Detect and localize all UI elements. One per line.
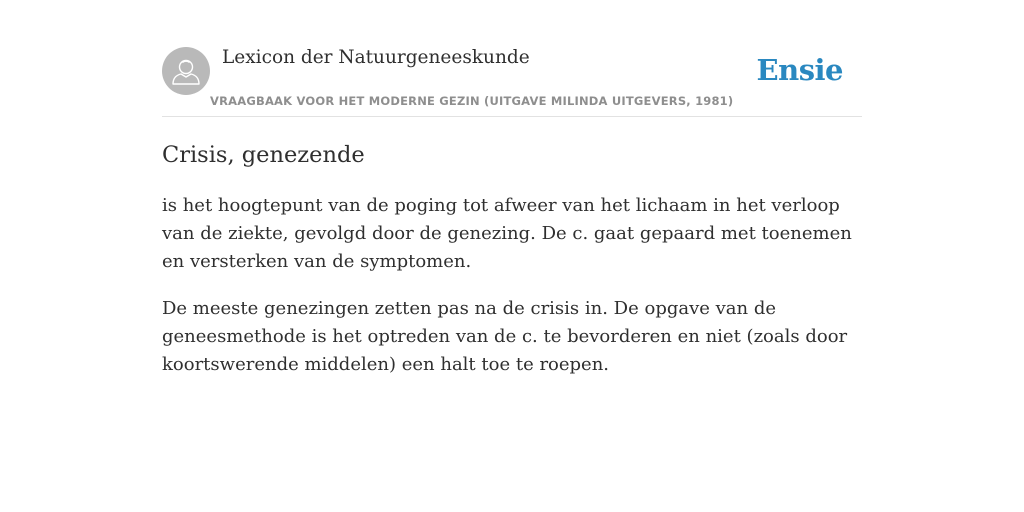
book-header [162, 46, 862, 117]
brand-logo[interactable]: Ensie [756, 53, 843, 87]
avatar[interactable] [162, 47, 210, 95]
entry-paragraph: is het hoogtepunt van de poging tot afweer van het lichaam in het verloop van de ziekte, gevolgd door de genezing. De c. gaat gepaard met toenemen en versterken van de symptomen. [162, 195, 852, 272]
book-subtitle: VRAAGBAAK VOOR HET MODERNE GEZIN (UITGAVE MILINDA UITGEVERS, 1981) [210, 94, 734, 108]
book-title[interactable]: Lexicon der Natuurgeneeskunde [222, 47, 530, 68]
entry-title: Crisis, genezende [162, 142, 365, 168]
entry-paragraph: De meeste genezingen zetten pas na de crisis in. De opgave van de geneesmethode is het optreden van de c. te bevorderen en niet (zoals door koortswerende middelen) een halt toe te roepen. [162, 298, 848, 375]
entry-content [162, 192, 852, 398]
user-icon [162, 47, 210, 95]
